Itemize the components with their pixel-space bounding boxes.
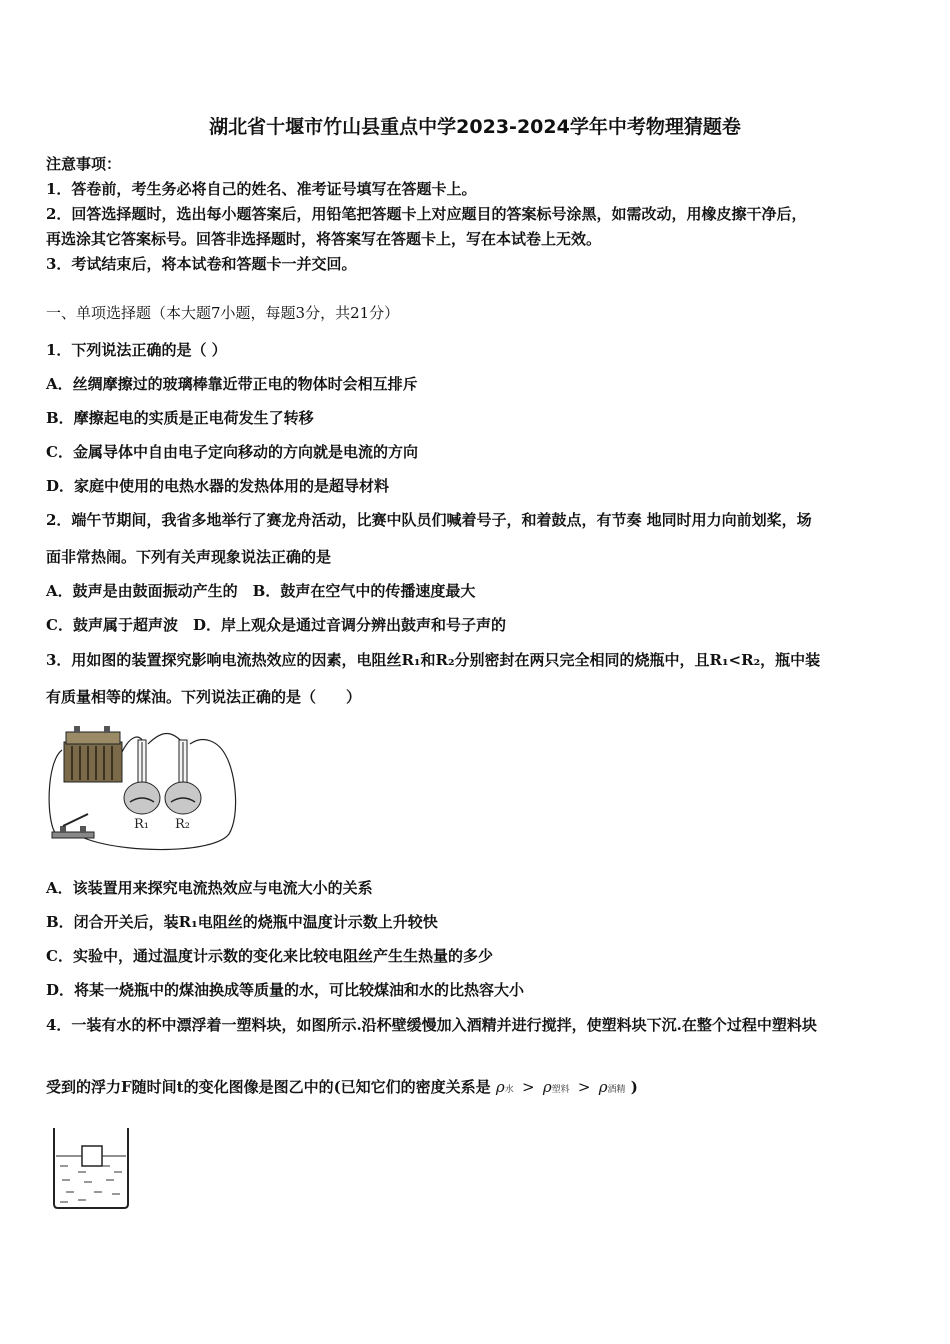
gt-1: >: [522, 1078, 535, 1096]
notice-item-2: 2．回答选择题时，选出每小题答案后，用铅笔把答题卡上对应题目的答案标号涂黑，如需改动，用橡皮擦干净后，: [46, 205, 807, 223]
q4-stem-2: 受到的浮力F随时间t的变化图像是图乙中的(已知它们的密度关系是: [46, 1078, 491, 1096]
q2-stem-2: 面非常热闹。下列有关声现象说法正确的是: [46, 548, 332, 566]
q4-stem-1: 4．一装有水的杯中漂浮着一塑料块，如图所示.沿杯壁缓慢加入酒精并进行搅拌，使塑料块下沉.在整个过程中塑料块: [46, 1016, 817, 1034]
q3-stem-2: 有质量相等的煤油。下列说法正确的是（ ）: [46, 688, 362, 706]
q3-option-d: D．将某一烧瓶中的煤油换成等质量的水，可比较煤油和水的比热容大小: [46, 981, 525, 999]
q3-option-a: A．该装置用来探究电流热效应与电流大小的关系: [46, 879, 373, 897]
q4-close-paren: ): [630, 1078, 638, 1096]
label-r2: R₂: [175, 817, 190, 832]
notice-item-2-cont: 再选涂其它答案标号。回答非选择题时，将答案写在答题卡上，写在本试卷上无效。: [46, 230, 602, 248]
beaker-figure: [50, 1126, 136, 1212]
q1-option-a: A．丝绸摩擦过的玻璃棒靠近带正电的物体时会相互排斥: [46, 375, 418, 393]
q2-options-cd: C．鼓声属于超声波 D．岸上观众是通过音调分辨出鼓声和号子声的: [46, 616, 506, 634]
q3-stem-1: 3．用如图的装置探究影响电流热效应的因素，电阻丝R₁和R₂分别密封在两只完全相同的烧瓶中，且R₁<R₂，瓶中装: [46, 651, 821, 669]
joule-heating-circuit-figure: [44, 722, 244, 858]
flask-r2-icon: [165, 740, 201, 814]
q1-option-b: B．摩擦起电的实质是正电荷发生了转移: [46, 409, 314, 427]
rho-plastic: ρ塑料: [542, 1078, 570, 1096]
q2-options-ab: A．鼓声是由鼓面振动产生的 B．鼓声在空气中的传播速度最大: [46, 582, 476, 600]
rho-alcohol: ρ酒精: [598, 1078, 626, 1096]
plastic-block: [82, 1146, 102, 1166]
battery-icon: [64, 726, 122, 782]
q1-stem: 1．下列说法正确的是（ ）: [46, 341, 227, 359]
q4-stem-2-row: [46, 1076, 638, 1097]
label-r1: R₁: [134, 817, 149, 832]
q2-stem-1: 2．端午节期间，我省多地举行了赛龙舟活动，比赛中队员们喊着号子，和着鼓点，有节奏 地同时用力向前划桨，场: [46, 511, 812, 529]
q3-option-c: C．实验中，通过温度计示数的变化来比较电阻丝产生生热量的多少: [46, 947, 493, 965]
gt-2: >: [577, 1078, 591, 1096]
notice-item-1: 1．答卷前，考生务必将自己的姓名、准考证号填写在答题卡上。: [46, 180, 477, 198]
page-title: 湖北省十堰市竹山县重点中学2023-2024学年中考物理猜题卷: [209, 116, 741, 138]
rho-water: ρ水: [495, 1078, 514, 1096]
section-heading: 一、单项选择题（本大题7小题，每题3分，共21分）: [46, 304, 400, 322]
q3-option-b: B．闭合开关后，装R₁电阻丝的烧瓶中温度计示数上升较快: [46, 913, 438, 931]
notice-heading: 注意事项：: [46, 155, 122, 173]
switch-icon: [52, 814, 94, 838]
flask-r1-icon: [124, 740, 160, 814]
q1-option-c: C．金属导体中自由电子定向移动的方向就是电流的方向: [46, 443, 418, 461]
q1-option-d: D．家庭中使用的电热水器的发热体用的是超导材料: [46, 477, 390, 495]
notice-item-3: 3．考试结束后，将本试卷和答题卡一并交回。: [46, 255, 357, 273]
